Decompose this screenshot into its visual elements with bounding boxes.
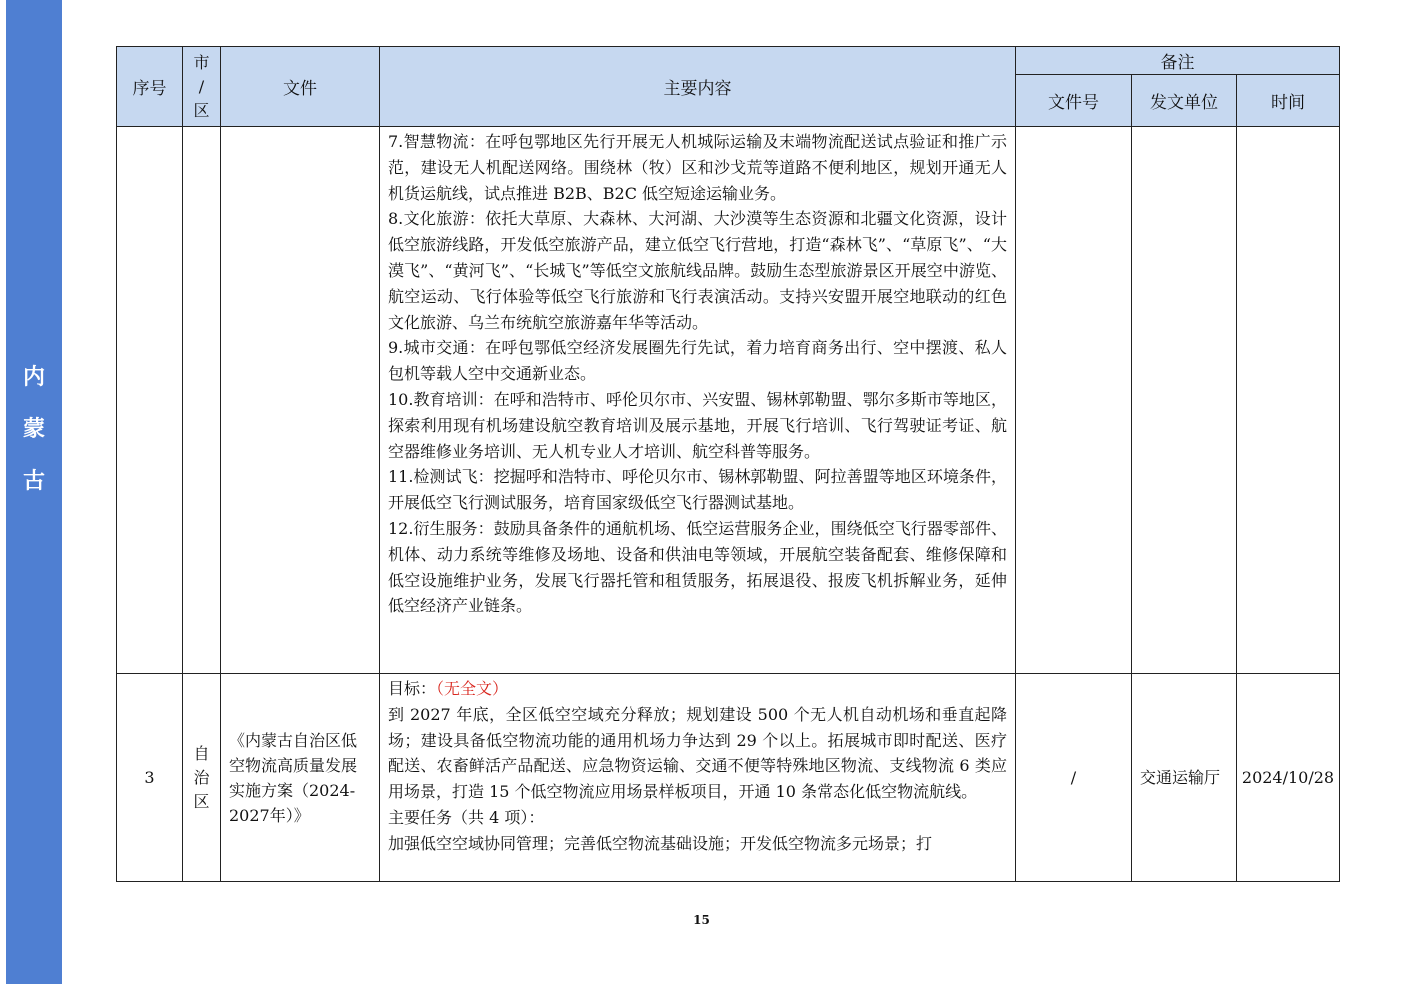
header-file: 文件 [221,47,380,127]
header-city-char: / [198,76,205,96]
region-char: 古 [22,469,45,494]
policy-table [116,46,1340,882]
header-remarks: 备注 [1016,47,1340,75]
city-char: 区 [193,791,210,811]
region-label [6,352,62,508]
cell-seq-empty [117,127,183,674]
cell-doc-no: / [1016,674,1132,882]
city-char: 治 [193,767,210,787]
cell-file-empty [221,127,380,674]
cell-content [380,127,1016,674]
cell-issuer-empty [1132,127,1237,674]
header-issuer: 发文单位 [1132,75,1237,127]
goal-text: 到 2027 年底，全区低空空域充分释放；规划建设 500 个无人机自动机场和垂直起降场；建设具备低空物流功能的通用机场力争达到 29 个以上。拓展城市即时配送、医疗配送、农畜鲜活产品配送、应急物资运输、交通不便等特殊地区物流、支线物流 6 类应用场景，打造 15 个低空物流应用场景样板项目，开通 10 条常态化低空物流航线。 [388,704,1007,802]
header-city-char: 区 [193,100,210,120]
cell-time: 2024/10/28 [1237,674,1340,882]
cell-seq: 3 [117,674,183,882]
no-fulltext-note: （无全文） [436,679,509,698]
cell-time-empty [1237,127,1340,674]
table-row [117,674,1340,882]
cell-file: 《内蒙古自治区低空物流高质量发展实施方案（2024-2027年）》 [221,674,380,882]
cell-content [380,674,1016,882]
header-content: 主要内容 [380,47,1016,127]
table-row-continued [117,127,1340,674]
page-number: 15 [693,913,710,927]
content-paragraph: 8.文化旅游：依托大草原、大森林、大河湖、大沙漠等生态资源和北疆文化资源，设计低空旅游线路，开发低空旅游产品，建立低空飞行营地，打造“森林飞”、“草原飞”、“大漠飞”、“黄河飞”、“长城飞”等低空文旅航线品牌。鼓励生态型旅游景区开展空中游览、航空运动、飞行体验等低空飞行旅游和飞行表演活动。支持兴安盟开展空地联动的红色文化旅游、乌兰布统航空旅游嘉年华等活动。 [388,209,1007,332]
content-paragraph: 12.衍生服务：鼓励具备条件的通航机场、低空运营服务企业，围绕低空飞行器零部件、机体、动力系统等维修及场地、设备和供油电等领域，开展航空装备配套、维修保障和低空设施维护业务，发展飞行器托管和租赁服务，拓展退役、报废飞机拆解业务，延伸低空经济产业链条。 [388,518,1007,616]
header-seq: 序号 [117,47,183,127]
header-doc-no: 文件号 [1016,75,1132,127]
region-char: 蒙 [22,417,45,442]
content-paragraph: 9.城市交通：在呼包鄂低空经济发展圈先行先试，着力培育商务出行、空中摆渡、私人包机等载人空中交通新业态。 [388,338,1007,384]
cell-city [183,674,221,882]
header-time: 时间 [1237,75,1340,127]
goal-line [388,676,1007,702]
cell-doc-no-empty [1016,127,1132,674]
cell-city-empty [183,127,221,674]
city-char: 自 [193,743,210,763]
header-city-char: 市 [193,52,210,72]
header-city [183,47,221,127]
content-paragraph: 7.智慧物流：在呼包鄂地区先行开展无人机城际运输及末端物流配送试点验证和推广示范，建设无人机配送网络。围绕林（牧）区和沙戈荒等道路不便利地区，规划开通无人机货运航线，试点推进 B2B、B2C 低空短途运输业务。 [388,132,1007,203]
content-paragraph: 10.教育培训：在呼和浩特市、呼伦贝尔市、兴安盟、锡林郭勒盟、鄂尔多斯市等地区，探索利用现有机场建设航空教育培训及展示基地，开展飞行培训、飞行驾驶证考证、航空器维修业务培训、无人机专业人才培训、航空科普等服务。 [388,389,1007,461]
cell-issuer: 交通运输厅 [1132,674,1237,882]
tasks-text: 加强低空空域协同管理；完善低空物流基础设施；开发低空物流多元场景；打 [388,833,933,853]
header-row [117,47,1340,75]
content-paragraph: 11.检测试飞：挖掘呼和浩特市、呼伦贝尔市、锡林郭勒盟、阿拉善盟等地区环境条件，开展低空飞行测试服务，培育国家级低空飞行器测试基地。 [388,467,1007,513]
goal-label: 目标： [388,679,437,698]
tasks-label: 主要任务（共 4 项）： [388,807,545,827]
region-char: 内 [22,365,45,390]
